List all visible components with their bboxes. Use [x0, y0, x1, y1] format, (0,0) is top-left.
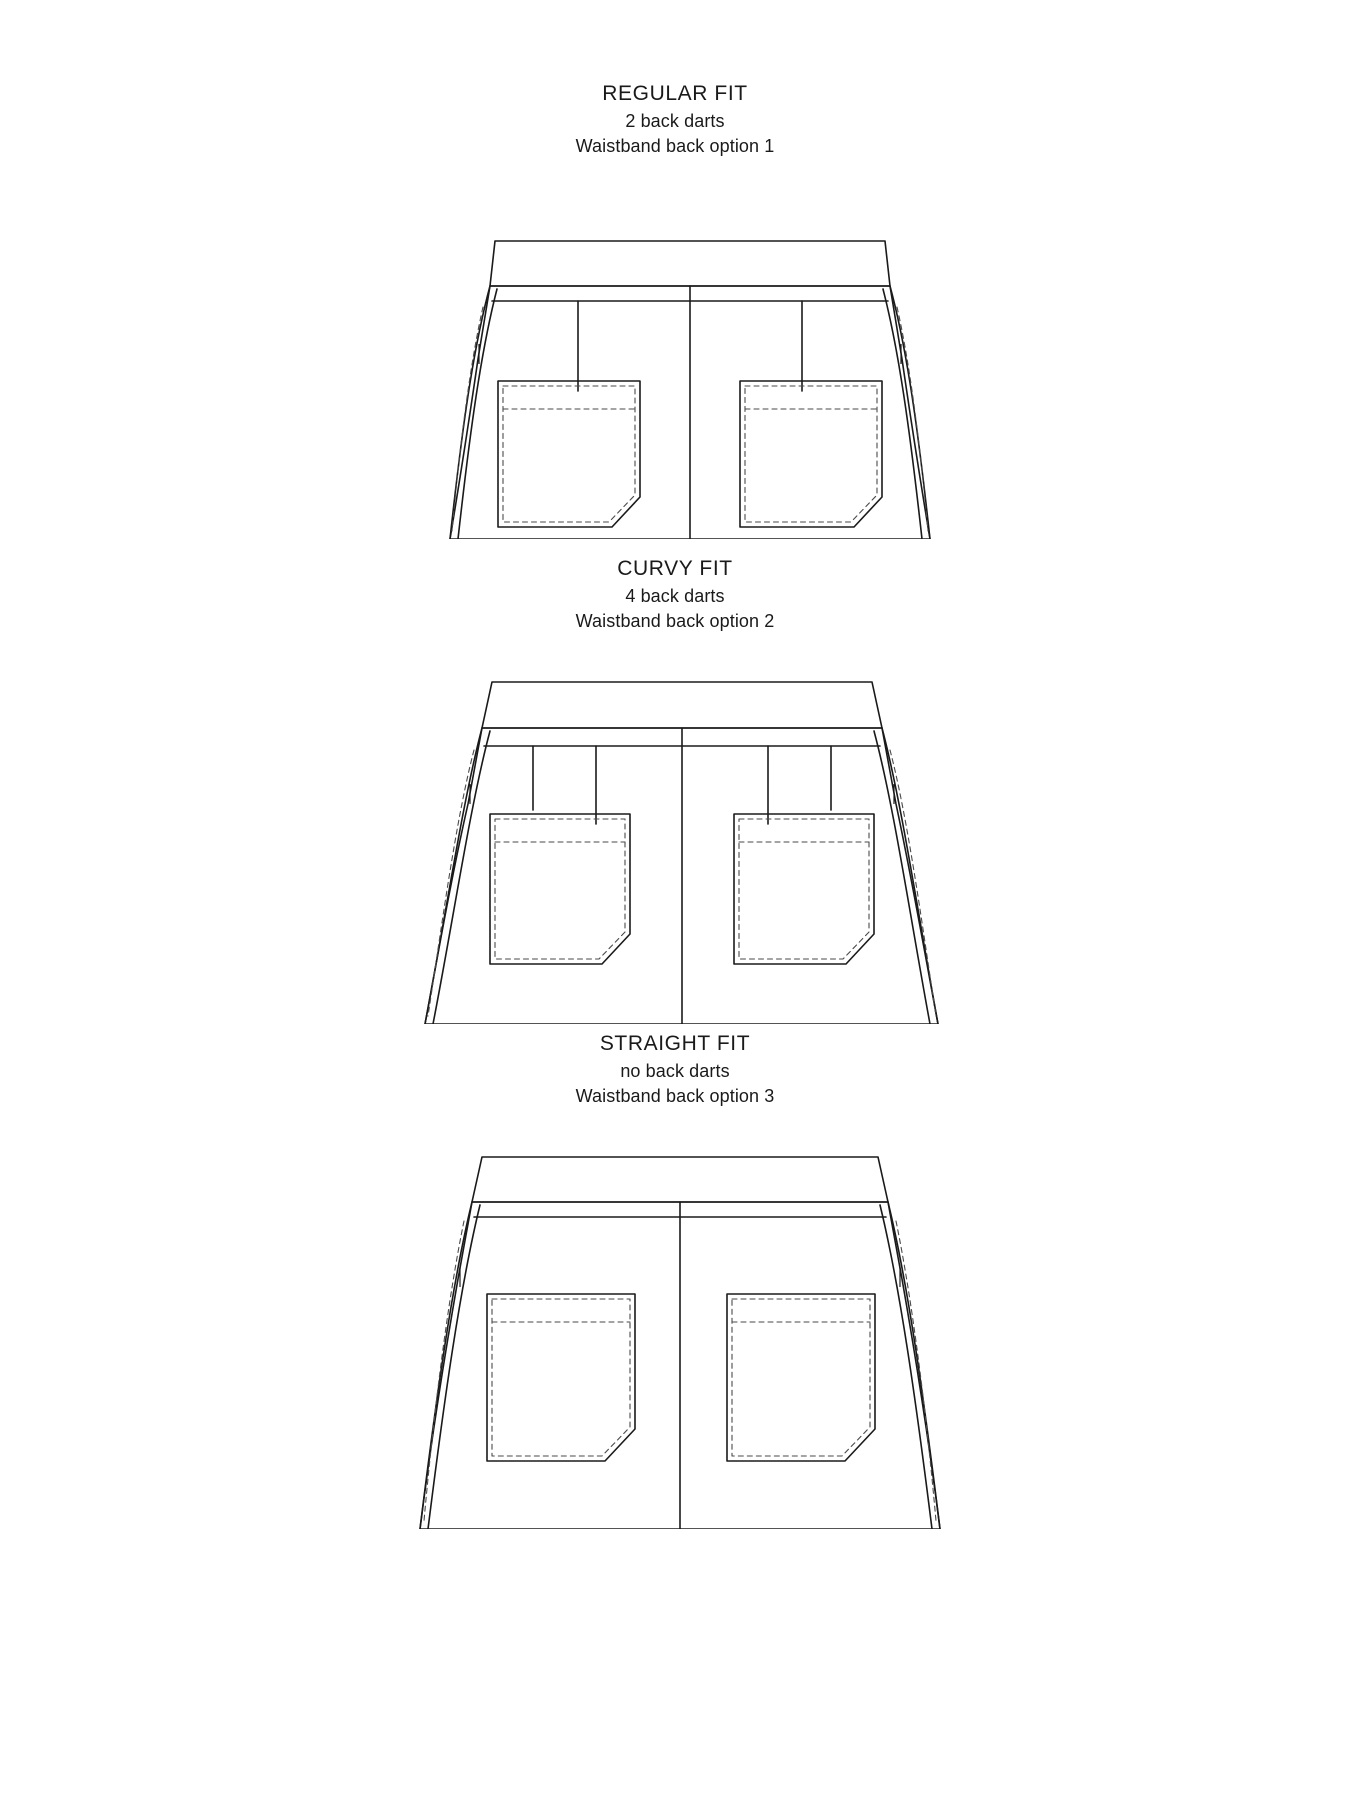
fit-title: CURVY FIT [617, 557, 733, 580]
fit-title: REGULAR FIT [602, 82, 748, 105]
side-seam-left-inner [428, 1205, 480, 1529]
trousers-back-illustration-regular [0, 159, 1350, 539]
fit-block-curvy [0, 555, 1350, 1024]
fit-block-regular [0, 80, 1350, 539]
patch-pocket-right [740, 381, 882, 527]
side-seam-left-inner [458, 289, 497, 539]
fit-waistband-label: Waistband back option 3 [575, 1085, 775, 1106]
caption-curvy [0, 555, 1350, 634]
pocket-stitch-right [739, 819, 869, 959]
patch-pocket-left [490, 814, 630, 964]
side-seam-right-inner [874, 731, 930, 1024]
patch-pocket-left [498, 381, 640, 527]
trousers-back-illustration-straight [0, 1109, 1350, 1529]
side-seam-right-inner [880, 1205, 932, 1529]
fit-waistband-label: Waistband back option 2 [575, 610, 775, 631]
patch-pocket-right [734, 814, 874, 964]
trousers-back-illustration-curvy [0, 634, 1350, 1024]
side-seam-left-inner [433, 731, 490, 1024]
waistband [490, 241, 890, 286]
waistband [482, 682, 882, 728]
side-seam-right-inner [883, 289, 922, 539]
caption-regular [0, 80, 1350, 159]
fit-waistband-label: Waistband back option 1 [575, 135, 775, 156]
pocket-stitch-left [503, 386, 635, 522]
waistband [472, 1157, 888, 1202]
fit-darts-label: no back darts [620, 1060, 730, 1081]
pocket-stitch-left [495, 819, 625, 959]
fit-block-straight [0, 1030, 1350, 1529]
fit-title: STRAIGHT FIT [599, 1032, 751, 1055]
fit-darts-label: 4 back darts [625, 585, 725, 606]
pocket-stitch-right [745, 386, 877, 522]
patch-pocket-left [487, 1294, 635, 1461]
patch-pocket-right [727, 1294, 875, 1461]
pocket-stitch-right [732, 1299, 870, 1456]
caption-straight [0, 1030, 1350, 1109]
fit-darts-label: 2 back darts [625, 110, 725, 131]
pocket-stitch-left [492, 1299, 630, 1456]
